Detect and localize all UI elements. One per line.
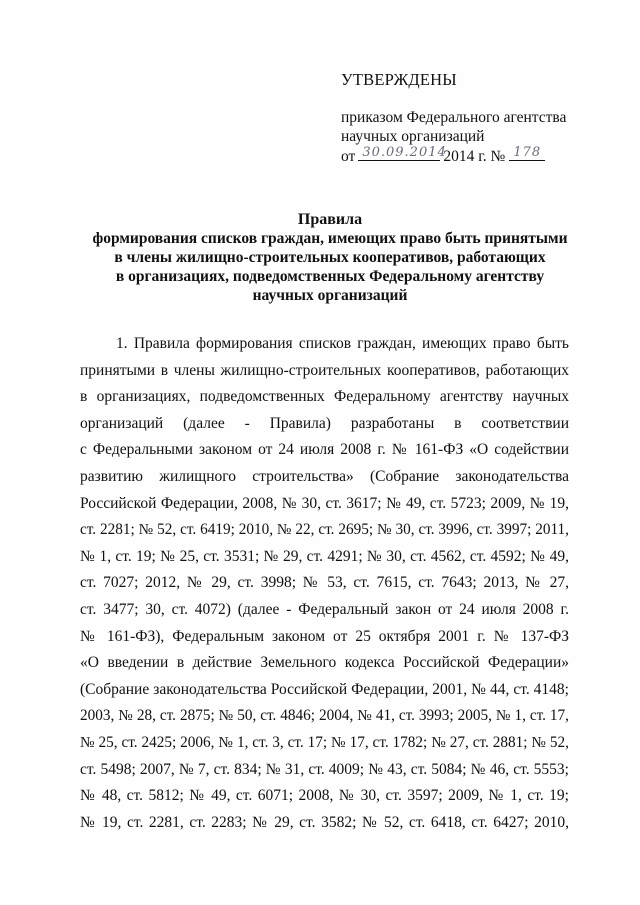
title-line: в члены жилищно-строительных кооперативов, работающих (114, 249, 546, 266)
approval-number-field (509, 146, 545, 161)
body-line: принятыми в члены жилищно-строительных кооперативов, работающих (80, 361, 569, 379)
approval-block (341, 70, 601, 166)
approval-date-line (341, 146, 601, 166)
body-line: № 19, ст. 2281, ст. 2283; № 29, ст. 3582; № 52, ст. 6418, ст. 6427; 2010, (80, 813, 569, 831)
body-line: № 48, ст. 5812; № 49, ст. 6071; 2008, № 30, ст. 3597; 2009, № 1, ст. 19; (80, 787, 569, 805)
handwritten-number: 178 (513, 145, 542, 160)
title-line: в организациях, подведомственных Федеральному агентству (115, 268, 545, 285)
document-title (60, 210, 600, 305)
body-line: 1. Правила формирования списков граждан, имеющих право быть (116, 335, 569, 352)
body-line: организаций (далее - Правила) разработаны в соответствии (80, 414, 569, 432)
body-line: № 161-ФЗ), Федеральным законом от 25 октября 2001 г. № 137-ФЗ (80, 627, 569, 645)
approval-date-field (358, 145, 447, 161)
approval-from-label: от (341, 148, 356, 165)
body-paragraph (80, 331, 569, 836)
body-line: ст. 2281; № 52, ст. 6419; 2010, № 22, ст. 2695; № 30, ст. 3996, ст. 3997; 2011, (80, 521, 569, 539)
body-line: (Собрание законодательства Российской Федерации, 2001, № 44, ст. 4148; (80, 680, 569, 698)
body-line: в организациях, подведомственных Федеральному агентству научных (80, 388, 569, 406)
approval-order-line: приказом Федерального агентства (341, 109, 567, 126)
body-line: Российской Федерации, 2008, № 30, ст. 3617; № 49, ст. 5723; 2009, № 19, (80, 494, 569, 512)
title-line: формирования списков граждан, имеющих право быть принятыми (92, 230, 568, 247)
body-line: развитию жилищного строительства» (Собрание законодательства (80, 467, 569, 485)
title-line: научных организаций (252, 287, 408, 304)
approval-year-text: 2014 г. № (443, 148, 506, 165)
approval-title: УТВЕРЖДЕНЫ (341, 70, 457, 89)
body-line: ст. 5498; 2007, № 7, ст. 834; № 31, ст. 4009; № 43, ст. 5084; № 46, ст. 5553; (80, 760, 569, 778)
body-line: ст. 3477; 30, ст. 4072) (далее - Федеральный закон от 24 июля 2008 г. (80, 600, 569, 618)
body-line: 2003, № 28, ст. 2875; № 50, ст. 4846; 2004, № 41, ст. 3993; 2005, № 1, ст. 17, (80, 707, 569, 725)
handwritten-date: 30.09.2014 (362, 145, 447, 160)
body-line: с Федеральными законом от 24 июля 2008 г. № 161-ФЗ «О содействии (80, 441, 569, 459)
body-line: «О введении в действие Земельного кодекса Российской Федерации» (80, 654, 569, 672)
body-line: ст. 7027; 2012, № 29, ст. 3998; № 53, ст. 7615, ст. 7643; 2013, № 27, (80, 574, 569, 592)
body-line: № 25, ст. 2425; 2006, № 1, ст. 3, ст. 17; № 17, ст. 1782; № 27, ст. 2881; № 52, (80, 733, 569, 751)
approval-agency-line: научных организаций (341, 128, 485, 145)
body-line: № 1, ст. 19; № 25, ст. 3531; № 29, ст. 4291; № 30, ст. 4562, ст. 4592; № 49, (80, 547, 569, 565)
title-line: Правила (297, 211, 363, 228)
